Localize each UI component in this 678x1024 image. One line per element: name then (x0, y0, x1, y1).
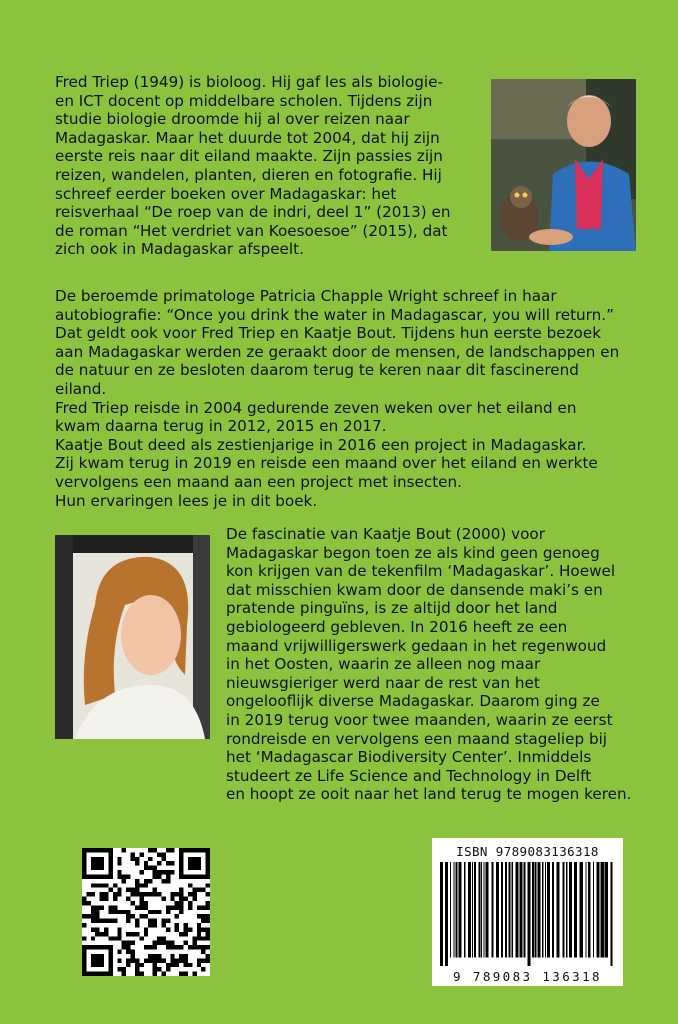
isbn-barcode (432, 838, 623, 986)
author-photo-kaatje-bout (55, 535, 210, 739)
isbn-digits: 9 789083 136318 (453, 969, 602, 984)
author-bio-kaatje-bout: De fascinatie van Kaatje Bout (2000) voor Madagaskar begon toen ze als kind geen genoeg kon krijgen van de tekenfilm ‘Madagaskar’. Hoewel dat misschien kwam door de dansende maki’s en pratende pinguïns, is ze altijd door het land gebiologeerd gebleven. In 2016 heeft ze een maand vrijwilligerswerk gedaan in het regenwoud in het Oosten, waarin ze alleen nog maar nieuwsgieriger werd naar de rest van het ongelooflijk diverse Madagaskar. Daarom ging ze in 2019 terug voor twee maanden, waarin ze eerst rondreisde en vervolgens een maand stageliep bij het ‘Madagascar Biodiversity Center’. Inmiddels studeert ze Life Science and Technology in Delft en hoopt ze ooit naar het land terug te mogen keren. (226, 525, 632, 804)
isbn-label: ISBN 9789083136318 (456, 844, 599, 859)
book-summary: De beroemde primatologe Patricia Chapple Wright schreef in haar autobiografie: “Once you drink the water in Madagascar, you will return.” Dat geldt ook voor Fred Triep en Kaatje Bout. Tijdens hun eerste bezoek aan Madagaskar werden ze geraakt door de mensen, de landschappen en de natuur en ze besloten daarom terug te keren naar dit fascinerend eiland. Fred Triep reisde in 2004 gedurende zeven weken over het eiland en kwam daarna terug in 2012, 2015 en 2017. Kaatje Bout deed als zestienjarige in 2016 een project in Madagaskar. Zij kwam terug in 2019 en reisde een maand over het eiland en werkte vervolgens een maand aan een project met insecten. Hun ervaringen lees je in dit boek. (55, 287, 620, 510)
author-bio-fred-triep: Fred Triep (1949) is bioloog. Hij gaf les als biologie- en ICT docent op middelbare scholen. Tijdens zijn studie biologie droomde hij al over reizen naar Madagaskar. Maar het duurde tot 2004, dat hij zijn eerste reis naar dit eiland maakte. Zijn passies zijn reizen, wandelen, planten, dieren en fotografie. Hij schreef eerder boeken over Madagaskar: het reisverhaal “De roep van de indri, deel 1” (2013) en de roman “Het verdriet van Koesoesoe” (2015), dat zich ook in Madagaskar afspeelt. (55, 73, 451, 259)
qr-code (82, 848, 210, 976)
author-photo-fred-triep (491, 79, 636, 251)
